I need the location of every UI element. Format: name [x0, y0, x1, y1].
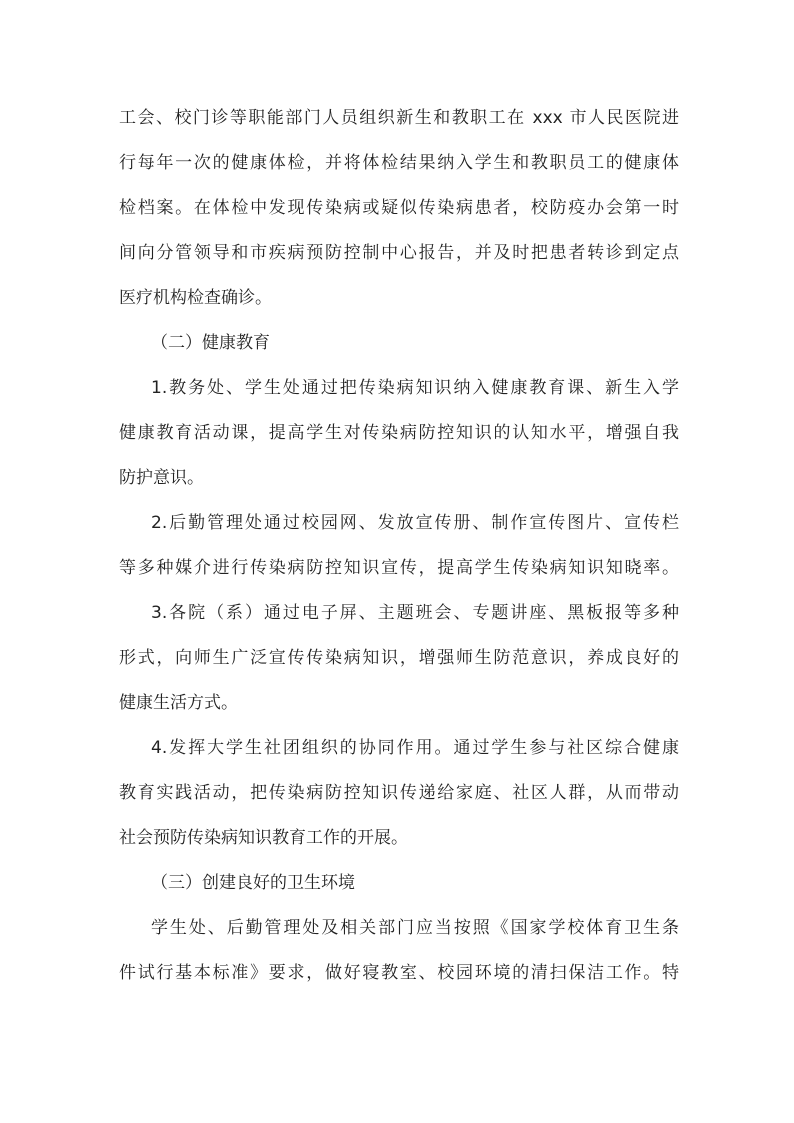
paragraph-line: 间向分管领导和市疾病预防控制中心报告，并及时把患者转诊到定点: [119, 243, 679, 263]
section-heading: （二）健康教育: [151, 333, 270, 353]
paragraph-line: 医疗机构检查确诊。: [119, 288, 272, 308]
paragraph-line: 教育实践活动，把传染病防控知识传递给家庭、社区人群，从而带动: [119, 783, 679, 803]
paragraph-line: 行每年一次的健康体检，并将体检结果纳入学生和教职员工的健康体: [119, 153, 679, 173]
paragraph-line: 3.各院（系）通过电子屏、主题班会、专题讲座、黑板报等多种: [151, 603, 679, 623]
paragraph-line: 工会、校门诊等职能部门人员组织新生和教职工在 xxx 市人民医院进: [119, 108, 679, 128]
paragraph-line: 社会预防传染病知识教育工作的开展。: [119, 828, 408, 848]
paragraph-line: 1.教务处、学生处通过把传染病知识纳入健康教育课、新生入学: [151, 378, 679, 398]
paragraph-line: 2.后勤管理处通过校园网、发放宣传册、制作宣传图片、宣传栏: [151, 513, 679, 533]
paragraph-line: 健康生活方式。: [119, 693, 238, 713]
paragraph-line: 4.发挥大学生社团组织的协同作用。通过学生参与社区综合健康: [151, 738, 679, 758]
paragraph-line: 检档案。在体检中发现传染病或疑似传染病患者，校防疫办会第一时: [119, 198, 679, 218]
paragraph-line: 件试行基本标准》要求，做好寝教室、校园环境的清扫保洁工作。特: [119, 963, 679, 983]
paragraph-line: 学生处、后勤管理处及相关部门应当按照《国家学校体育卫生条: [151, 918, 679, 938]
paragraph-line: 形式，向师生广泛宣传传染病知识，增强师生防范意识，养成良好的: [119, 648, 679, 668]
section-heading: （三）创建良好的卫生环境: [151, 873, 355, 893]
paragraph-line: 健康教育活动课，提高学生对传染病防控知识的认知水平，增强自我: [119, 423, 679, 443]
paragraph-line: 等多种媒介进行传染病防控知识宣传，提高学生传染病知识知晓率。: [119, 558, 679, 578]
paragraph-line: 防护意识。: [119, 468, 204, 488]
